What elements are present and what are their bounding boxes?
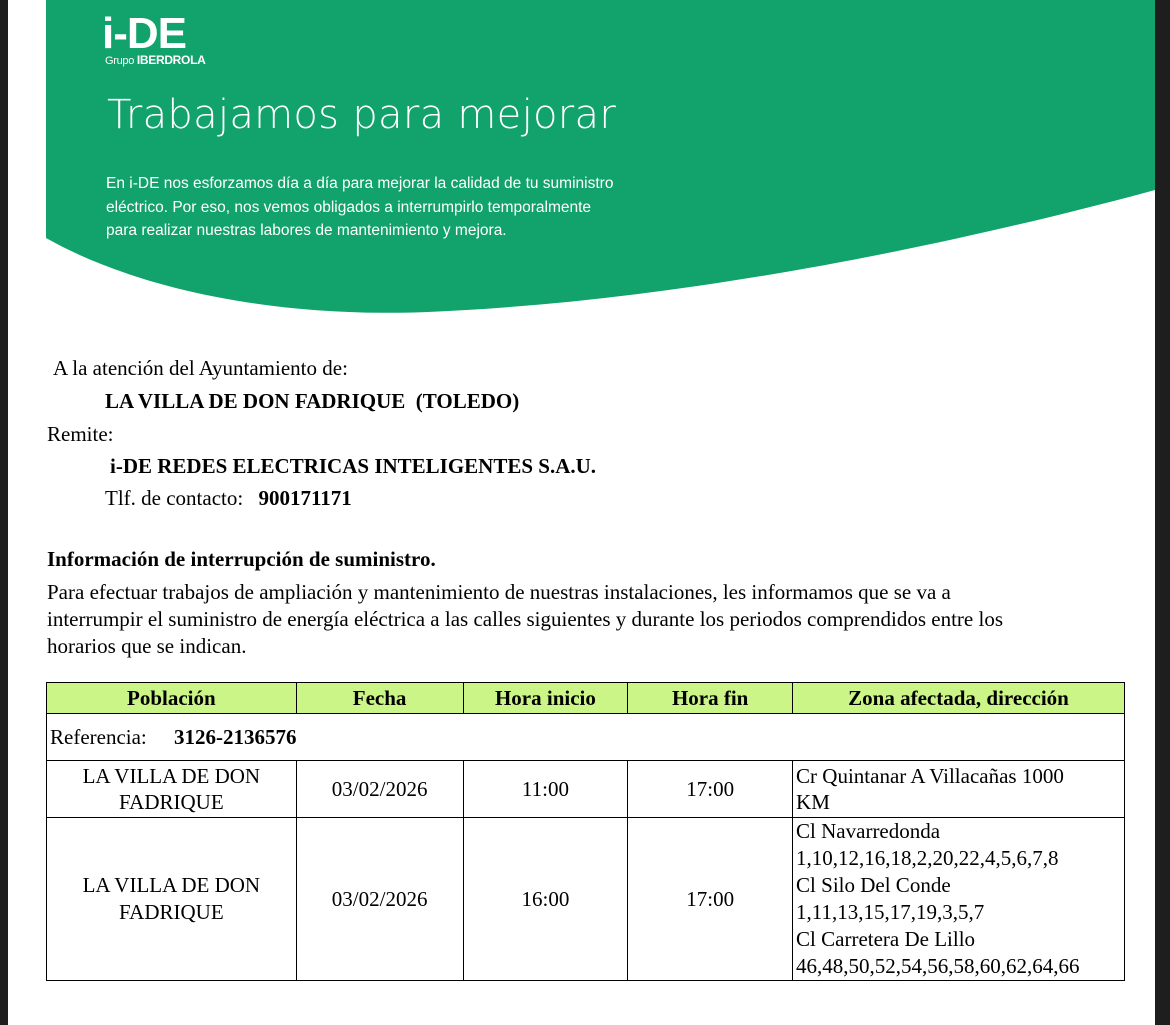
- interruption-table: [46, 682, 1125, 981]
- info-line: Para efectuar trabajos de ampliación y mantenimiento de nuestras instalaciones, les informamos que se va a: [47, 580, 951, 604]
- hora-inicio-cell: 11:00: [463, 761, 628, 818]
- poblacion-cell: [47, 818, 297, 981]
- banner-line: En i-DE nos esforzamos día a día para mejorar la calidad de tu suministro: [106, 175, 614, 192]
- info-heading: Información de interrupción de suministro.: [47, 547, 436, 571]
- column-header-hora-inicio: Hora inicio: [463, 683, 628, 714]
- phone-label: Tlf. de contacto:: [105, 486, 244, 510]
- reference-number: 3126-2136576: [174, 724, 297, 749]
- column-header-poblacion: Población: [47, 683, 297, 714]
- column-header-zona: Zona afectada, dirección: [793, 683, 1125, 714]
- reference-row: [47, 714, 1125, 761]
- hora-fin-cell: 17:00: [628, 761, 793, 818]
- reference-cell: [47, 714, 1125, 761]
- table-row: [47, 818, 1125, 981]
- document-page: [8, 0, 1155, 1025]
- zona-line: KM: [796, 790, 830, 814]
- zona-line: Cr Quintanar A Villacañas 1000: [796, 764, 1064, 788]
- contact-phone-line: [105, 486, 352, 511]
- column-header-fecha: Fecha: [296, 683, 463, 714]
- poblacion-line: LA VILLA DE DON: [82, 873, 261, 897]
- zona-line: Cl Carretera De Lillo: [796, 927, 976, 951]
- hora-inicio-cell: 16:00: [463, 818, 628, 981]
- table-row: [47, 761, 1125, 818]
- info-paragraph: [47, 579, 1127, 660]
- banner-description: [106, 172, 746, 243]
- fecha-cell: 03/02/2026: [296, 761, 463, 818]
- banner-line: eléctrico. Por eso, nos vemos obligados a interrumpirlo temporalmente: [106, 198, 592, 216]
- zona-line: Cl Silo Del Conde: [796, 873, 951, 897]
- zona-line: 1,11,13,15,17,19,3,5,7: [796, 900, 985, 924]
- ide-logo: i-DE: [102, 9, 186, 58]
- municipality-name: LA VILLA DE DON FADRIQUE (TOLEDO): [105, 389, 520, 413]
- poblacion-line: FADRIQUE: [119, 900, 224, 924]
- info-line: interrumpir el suministro de energía eléctrica a las calles siguientes y durante los periodos comprendidos entre los: [47, 607, 1003, 631]
- zona-line: 1,10,12,16,18,2,20,22,4,5,6,7,8: [796, 846, 1059, 870]
- reference-label: Referencia:: [50, 724, 147, 749]
- iberdrola-logo-text: Grupo IBERDROLA: [105, 53, 206, 67]
- header-banner: [8, 0, 1155, 330]
- info-line: horarios que se indican.: [47, 634, 247, 658]
- attention-label: A la atención del Ayuntamiento de:: [53, 356, 348, 380]
- zona-cell: [793, 761, 1125, 818]
- banner-title: Trabajamos para mejorar: [107, 92, 617, 138]
- poblacion-cell: [47, 761, 297, 818]
- banner-line: para realizar nuestras labores de mantenimiento y mejora.: [106, 222, 507, 239]
- column-header-hora-fin: Hora fin: [628, 683, 793, 714]
- zona-cell: [793, 818, 1125, 981]
- sender-name: i-DE REDES ELECTRICAS INTELIGENTES S.A.U.: [110, 454, 597, 478]
- fecha-cell: 03/02/2026: [296, 818, 463, 981]
- sender-label: Remite:: [47, 422, 114, 446]
- poblacion-line: FADRIQUE: [119, 790, 224, 814]
- zona-line: 46,48,50,52,54,56,58,60,62,64,66: [796, 954, 1080, 978]
- poblacion-line: LA VILLA DE DON: [82, 764, 261, 788]
- phone-number: 900171171: [258, 486, 352, 510]
- table-header-row: [47, 683, 1125, 714]
- hora-fin-cell: 17:00: [628, 818, 793, 981]
- zona-line: Cl Navarredonda: [796, 819, 941, 843]
